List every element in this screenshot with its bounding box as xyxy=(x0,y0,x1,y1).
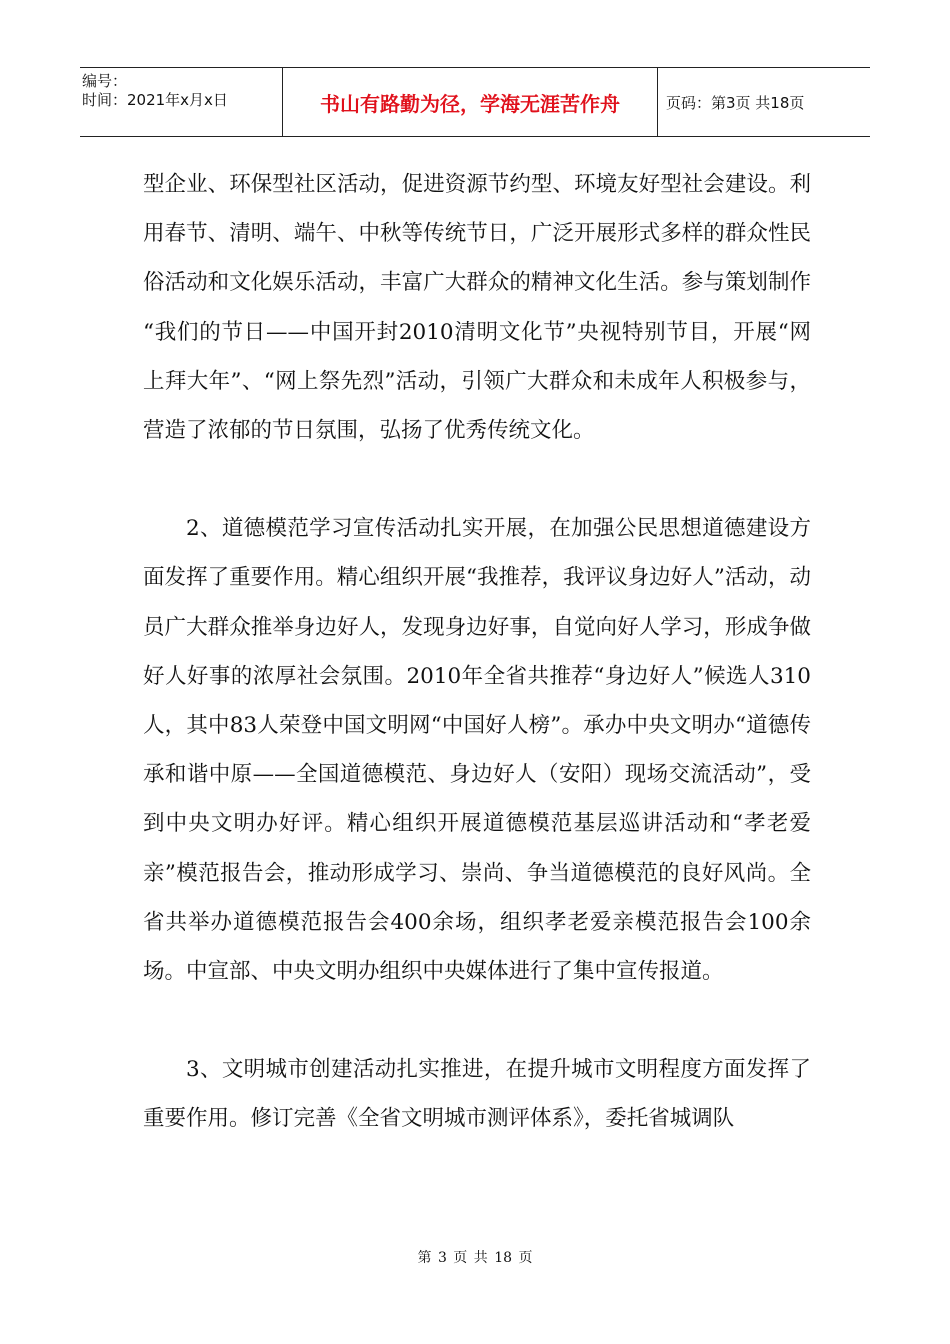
page-header xyxy=(80,67,870,137)
paragraph-continued: 型企业、环保型社区活动，促进资源节约型、环境友好型社会建设。利用春节、清明、端午、中秋等传统节日，广泛开展形式多样的群众性民俗活动和文化娱乐活动，丰富广大群众的精神文化生活。参与策划制作 “我们的节日——中国开封2010清明文化节”央视特别节目，开展“网上拜大年”、“网上祭先烈”活动，引领广大群众和未成年人积极参与，营造了浓郁的节日氛围，弘扬了优秀传统文化。 xyxy=(143,172,811,444)
page-footer: 第 3 页 共 18 页 xyxy=(417,1250,533,1266)
paragraph-moral-models: 2、道德模范学习宣传活动扎实开展，在加强公民思想道德建设方面发挥了重要作用。精心组织开展“我推荐，我评议身边好人”活动，动员广大群众推举身边好人，发现身边好事，自觉向好人学习，形成争做好人好事的浓厚社会氛围。2010年全省共推荐“身边好人”候选人310 人，其中83人荣登中国文明网“中国好人榜”。承办中央文明办“道德传承和谐中原——全国道德模范、身边好人（安阳）现场交流活动”，受到中央文明办好评。精心组织开展道德模范基层巡讲活动和“孝老爱亲”模范报告会，推动形成学习、崇尚、争当道德模范的良好风尚。全省共举办道德模范报告会400余场，组织孝老爱亲模范报告会100余场。中宣部、中央文明办组织中央媒体进行了集中宣传报道。 xyxy=(143,516,811,985)
time-label: 时间：2021年x月x日 xyxy=(82,91,228,109)
number-label: 编号： xyxy=(82,72,128,90)
paragraph-civilized-city: 3、文明城市创建活动扎实推进，在提升城市文明程度方面发挥了重要作用。修订完善《全省文明城市测评体系》，委托省城调队 xyxy=(143,1057,811,1132)
header-page-info: 页码：第3页 共18页 xyxy=(666,93,805,112)
header-meta xyxy=(80,68,283,136)
header-motto: 书山有路勤为径，学海无涯苦作舟 xyxy=(283,68,658,136)
document-body xyxy=(143,160,811,1144)
